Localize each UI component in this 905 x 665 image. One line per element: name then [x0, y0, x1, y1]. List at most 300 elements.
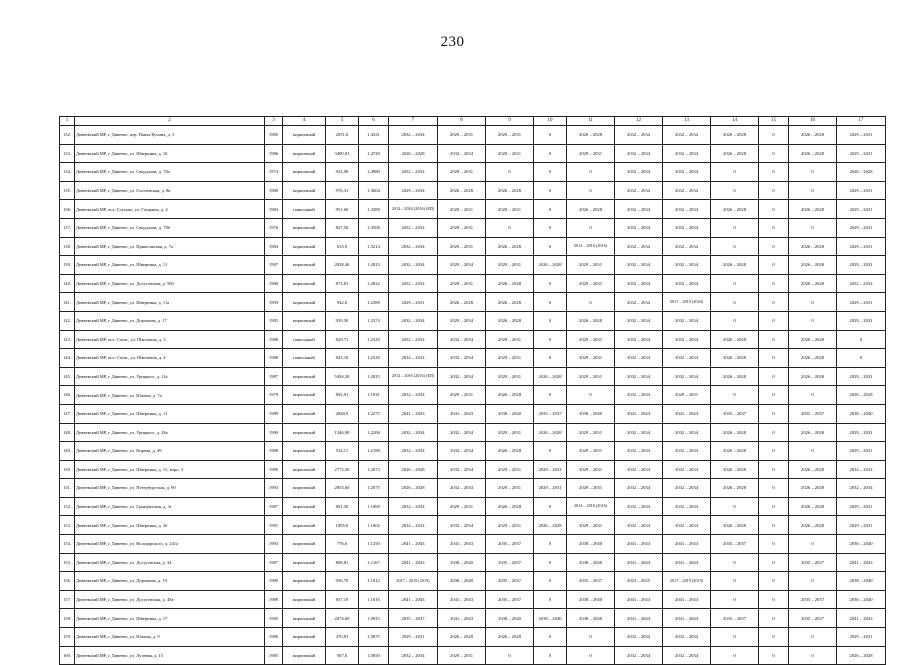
table-cell: 2041 – 2043 — [663, 404, 711, 423]
table-cell: 2032 – 2034 — [663, 516, 711, 535]
table-cell: 2026 – 2028 — [837, 386, 886, 405]
column-header: 6 — [359, 117, 389, 126]
table-cell: 2032 – 2034 — [615, 144, 663, 163]
table-cell: 0 — [759, 349, 789, 368]
table-row — [60, 497, 886, 516]
table-cell: 2032 – 2034 — [389, 497, 438, 516]
table-row — [60, 516, 886, 535]
table-cell: 2038 – 2040 — [567, 590, 615, 609]
table-cell: 0 — [789, 218, 837, 237]
table-cell: 0 — [759, 386, 789, 405]
address-cell: Дивеевский МР, г. Дивеево, ул. Урицкого, д. 38а — [75, 423, 265, 442]
data-table — [59, 116, 886, 665]
address-cell: Дивеевский МР, г. Дивеево, ул. Досуговская, д. 34 — [75, 553, 265, 572]
table-cell: 151. — [60, 479, 75, 498]
table-cell: 1.1250 — [359, 535, 389, 554]
table-cell: 2038 – 2040 — [567, 609, 615, 628]
table-cell: 2026 – 2028 — [711, 330, 759, 349]
table-cell: 0 — [567, 218, 615, 237]
address-cell: Дивеевский МР, г. Дивеево, ул. Кирова, д. 49 — [75, 442, 265, 461]
table-cell: 2032 – 2034 — [615, 646, 663, 665]
table-cell: 2032 – 2034 — [615, 126, 663, 145]
table-cell: 0 — [759, 218, 789, 237]
address-cell: Дивеевский МР, г. Дивеево, ул. Дорожная, д. 19 — [75, 572, 265, 591]
table-cell: 2032 – 2034 — [615, 349, 663, 368]
table-cell: 2041 – 2043 — [438, 535, 486, 554]
table-cell: 2026 – 2028 — [567, 200, 615, 219]
table-cell: 2032 – 2034 — [615, 386, 663, 405]
table-cell: 2026 – 2028 — [789, 497, 837, 516]
table-cell: 0 — [789, 535, 837, 554]
table-cell: 0 — [711, 163, 759, 182]
page-number: 230 — [440, 34, 465, 50]
table-cell: 137. — [60, 218, 75, 237]
table-cell: 1.4720 — [359, 144, 389, 163]
table-cell: 0 — [789, 293, 837, 312]
table-cell: 2035 – 2037 — [567, 572, 615, 591]
table-cell: 2032 – 2034 — [615, 311, 663, 330]
address-cell: Дивеевский МР, г. Дивеево, ул. Дорожная, д. 17 — [75, 311, 265, 330]
table-cell: 2029 – 2031 — [438, 218, 486, 237]
table-cell: 2026 – 2028 — [534, 516, 567, 535]
address-cell: Дивеевский МР, г. Дивеево, ул. Шверника, д. 15, корп. 3 — [75, 460, 265, 479]
address-cell: Дивеевский МР, г. Дивеево, ул. Урицкого, д. 11а — [75, 367, 265, 386]
table-cell: 2038 – 2040 — [837, 535, 886, 554]
column-header: 7 — [389, 117, 438, 126]
table-cell: 0 — [534, 572, 567, 591]
table-cell: 0 — [837, 349, 886, 368]
table-cell: 1986 — [265, 628, 283, 647]
table-cell: 160. — [60, 646, 75, 665]
table-cell: 2032 – 2034 — [389, 256, 438, 275]
table-cell: 2035 – 2037 — [789, 404, 837, 423]
table-row — [60, 237, 886, 256]
address-cell: Дивеевский МР, г. Дивеево, ул. Лучевая, д. 15 — [75, 646, 265, 665]
address-cell: Дивеевский МР, г. Дивеево, ул. Шверника, д. 17 — [75, 609, 265, 628]
table-cell: 2041 – 2043 — [389, 553, 438, 572]
table-cell: 2026 – 2028 — [789, 256, 837, 275]
address-cell: Дивеевский МР, пос. Глухово, ул. Гагарина, д. 4 — [75, 200, 265, 219]
table-cell: 0 — [711, 274, 759, 293]
table-cell: 1980 — [265, 274, 283, 293]
table-cell: 2032 – 2034 — [389, 311, 438, 330]
table-cell: 2029 – 2031 — [567, 144, 615, 163]
table-cell: 2026 – 2028 — [789, 479, 837, 498]
table-cell: 0 — [759, 479, 789, 498]
table-cell: 0 — [534, 237, 567, 256]
table-cell: 1.2188 — [359, 442, 389, 461]
table-row — [60, 646, 886, 665]
table-cell: 2038 – 2040 — [567, 404, 615, 423]
table-cell: 2032 – 2034 — [438, 330, 486, 349]
table-cell: 0 — [534, 590, 567, 609]
table-cell: 0 — [711, 628, 759, 647]
table-cell: 2029 – 2031 — [567, 479, 615, 498]
table-cell: 2029 – 2031 — [438, 126, 486, 145]
table-cell: 0 — [486, 646, 534, 665]
table-cell: 1985 — [265, 126, 283, 145]
table-cell: 2032 – 2034 — [615, 423, 663, 442]
table-cell: 2026 – 2028 — [438, 628, 486, 647]
table-cell: 0 — [759, 163, 789, 182]
table-cell: 1989 — [265, 404, 283, 423]
table-cell: 2032 – 2034 — [438, 516, 486, 535]
table-row — [60, 163, 886, 182]
table-cell: 2035 – 2037 — [486, 572, 534, 591]
table-cell: 0 — [534, 442, 567, 461]
table-row — [60, 628, 886, 647]
table-cell: 2029 – 2031 — [486, 126, 534, 145]
table-cell: кирпичный — [283, 144, 326, 163]
table-cell: 0 — [759, 516, 789, 535]
table-cell: 132. — [60, 126, 75, 145]
table-cell: 2017 – 2019 (2019) — [389, 572, 438, 591]
table-cell: 2029 – 2031 — [837, 423, 886, 442]
table-cell: 2035 – 2037 — [711, 404, 759, 423]
table-cell: 138. — [60, 237, 75, 256]
table-cell: 2032 – 2034 — [663, 367, 711, 386]
table-body — [60, 126, 886, 665]
table-cell: 776,6 — [326, 535, 359, 554]
table-cell: 2032 – 2034 — [663, 256, 711, 275]
table-cell: 2032 – 2034 — [615, 218, 663, 237]
table-cell: 2840,0 — [326, 404, 359, 423]
table-cell: 1.2206 — [359, 423, 389, 442]
address-cell: Дивеевский МР, г. Дивеево, ул. Шверника, д. 10 — [75, 144, 265, 163]
table-cell: 691,30 — [326, 497, 359, 516]
table-cell: 2032 – 2034 — [663, 181, 711, 200]
table-cell: 1990 — [265, 423, 283, 442]
table-cell: 829,71 — [326, 330, 359, 349]
table-cell: 2029 – 2031 — [438, 200, 486, 219]
table-cell: 2041 – 2043 — [615, 535, 663, 554]
table-cell: 0 — [759, 237, 789, 256]
table-cell: 2017 – 2019 (2020) — [663, 293, 711, 312]
table-row — [60, 386, 886, 405]
table-cell: 2014 – 2016 (2016) — [567, 497, 615, 516]
table-cell: 2032 – 2034 — [663, 144, 711, 163]
table-cell: 2026 – 2028 — [486, 442, 534, 461]
table-cell: 2026 – 2028 — [389, 479, 438, 498]
table-cell: 145. — [60, 367, 75, 386]
table-cell: 2032 – 2034 — [837, 460, 886, 479]
table-cell: 2853,60 — [326, 479, 359, 498]
table-cell: 0 — [711, 572, 759, 591]
table-cell: 1974 — [265, 163, 283, 182]
table-cell: 2051,0 — [326, 126, 359, 145]
table-cell: 2032 – 2034 — [837, 479, 886, 498]
table-cell: 2026 – 2028 — [567, 126, 615, 145]
table-cell: 1.2075 — [359, 479, 389, 498]
address-cell: Дивеевский МР, пос. Сатис, ул. Школьная, д. 3 — [75, 330, 265, 349]
table-cell: 2026 – 2028 — [567, 311, 615, 330]
table-cell: 0 — [534, 646, 567, 665]
table-cell: 155. — [60, 553, 75, 572]
table-cell: кирпичный — [283, 553, 326, 572]
table-cell: 0 — [759, 572, 789, 591]
table-cell: 2029 – 2031 — [837, 442, 886, 461]
table-cell: 133. — [60, 144, 75, 163]
table-cell: 2032 – 2034 — [663, 423, 711, 442]
address-cell: Дивеевский МР, г. Дивеево, ул. Досуговская, д. 48а — [75, 590, 265, 609]
address-cell: Дивеевский МР, г. Дивеево, ул. Досуговская, д. 50б — [75, 274, 265, 293]
table-row — [60, 442, 886, 461]
table-cell: 2026 – 2028 — [789, 367, 837, 386]
table-cell: 2029 – 2031 — [567, 367, 615, 386]
table-cell: 2038 – 2040 — [837, 404, 886, 423]
table-cell: 2029 – 2031 — [486, 144, 534, 163]
table-cell: 0 — [567, 646, 615, 665]
table-cell: 2032 – 2034 — [438, 442, 486, 461]
table-cell: 0 — [567, 628, 615, 647]
table-cell: 0 — [759, 200, 789, 219]
table-cell: 142. — [60, 311, 75, 330]
table-row — [60, 479, 886, 498]
table-cell: 2029 – 2031 — [438, 646, 486, 665]
address-cell: Дивеевский МР, г. Дивеево, ул. Шверника, д. 2б — [75, 516, 265, 535]
table-cell: кирпичный — [283, 237, 326, 256]
table-cell: 1988 — [265, 349, 283, 368]
table-cell: 2032 – 2034 — [663, 479, 711, 498]
table-cell: 0 — [837, 330, 886, 349]
table-cell: 2032 – 2034 — [438, 423, 486, 442]
address-cell: Дивеевский МР, г. Дивеево, ул. Свердлова, д. 78б — [75, 218, 265, 237]
address-cell: Дивеевский МР, г. Дивеево, ул. Шверника, д. 13 — [75, 404, 265, 423]
table-cell: 2026 – 2028 — [389, 144, 438, 163]
column-header: 17 — [837, 117, 886, 126]
table-cell: 1987 — [265, 497, 283, 516]
table-row — [60, 144, 886, 163]
table-cell: 2029 – 2031 — [389, 628, 438, 647]
table-cell: кирпичный — [283, 386, 326, 405]
table-cell: 3490,01 — [326, 144, 359, 163]
address-cell: Дивеевский МР, г. Дивеево, ул. Южная, д. 7а — [75, 386, 265, 405]
table-cell: 534,11 — [326, 442, 359, 461]
table-cell: 2029 – 2031 — [438, 237, 486, 256]
table-cell: 1987 — [265, 553, 283, 572]
table-row — [60, 200, 886, 219]
table-cell: 2032 – 2034 — [663, 460, 711, 479]
table-cell: 2032 – 2034 — [389, 349, 438, 368]
table-cell: 2041 – 2043 — [389, 535, 438, 554]
table-cell: 2014 – 2016 (2016) (БП) — [389, 200, 438, 219]
table-cell: 2035 – 2037 — [486, 553, 534, 572]
table-cell: 2032 – 2034 — [663, 497, 711, 516]
table-cell: 2026 – 2028 — [789, 330, 837, 349]
table-cell: 2029 – 2031 — [486, 349, 534, 368]
table-cell: 2032 – 2034 — [389, 516, 438, 535]
table-cell: 2026 – 2028 — [789, 144, 837, 163]
table-cell: 2026 – 2028 — [789, 460, 837, 479]
table-row — [60, 349, 886, 368]
table-cell: 2029 – 2031 — [534, 479, 567, 498]
table-cell: 2026 – 2028 — [711, 423, 759, 442]
table-cell: 2026 – 2028 — [534, 423, 567, 442]
table-cell: 2026 – 2028 — [837, 163, 886, 182]
table-cell: 0 — [789, 628, 837, 647]
table-cell: 2026 – 2028 — [486, 497, 534, 516]
table-cell: 2032 – 2034 — [615, 274, 663, 293]
table-cell: 2038 – 2040 — [837, 572, 886, 591]
table-cell: 2041 – 2043 — [438, 609, 486, 628]
table-cell: 1.2275 — [359, 404, 389, 423]
table-cell: 0 — [759, 646, 789, 665]
table-cell: 1985 — [265, 311, 283, 330]
table-cell: 2029 – 2031 — [837, 144, 886, 163]
table-cell: кирпичный — [283, 442, 326, 461]
table-cell: 0 — [711, 553, 759, 572]
table-cell: 873,81 — [326, 274, 359, 293]
table-row — [60, 181, 886, 200]
table-cell: 1.2822 — [359, 274, 389, 293]
table-cell: 2026 – 2028 — [711, 367, 759, 386]
table-cell: кирпичный — [283, 590, 326, 609]
table-row — [60, 311, 886, 330]
table-cell: 2029 – 2031 — [438, 497, 486, 516]
table-cell: 2032 – 2034 — [615, 367, 663, 386]
table-cell: 2032 – 2034 — [615, 163, 663, 182]
table-row — [60, 572, 886, 591]
table-cell: 0 — [534, 218, 567, 237]
table-cell: 2014 – 2016 (2016) — [567, 237, 615, 256]
table-cell: 2026 – 2028 — [534, 256, 567, 275]
table-cell: 2029 – 2031 — [837, 256, 886, 275]
address-cell: Дивеевский МР, г. Дивеево, ул. Петербургская, д. 90 — [75, 479, 265, 498]
table-cell: 2041 – 2043 — [663, 553, 711, 572]
table-cell: 2017 – 2019 (2019) — [663, 572, 711, 591]
table-cell: 2029 – 2031 — [837, 628, 886, 647]
table-cell: 2038 – 2040 — [567, 535, 615, 554]
table-cell: 0 — [759, 181, 789, 200]
table-cell: 1.4331 — [359, 126, 389, 145]
table-cell: 2041 – 2043 — [438, 590, 486, 609]
table-cell: 2035 – 2037 — [789, 553, 837, 572]
table-cell: 2035 – 2037 — [789, 609, 837, 628]
table-cell: 2026 – 2028 — [534, 367, 567, 386]
table-cell: 2041 – 2043 — [438, 404, 486, 423]
table-cell: 0 — [759, 553, 789, 572]
table-cell: 2029 – 2031 — [837, 367, 886, 386]
table-cell: 150. — [60, 460, 75, 479]
table-cell: 2026 – 2028 — [789, 516, 837, 535]
table-cell: 1986 — [265, 144, 283, 163]
table-cell: 0 — [534, 274, 567, 293]
table-cell: 2026 – 2028 — [486, 628, 534, 647]
table-cell: кирпичный — [283, 609, 326, 628]
column-header: 14 — [711, 117, 759, 126]
table-cell: 149. — [60, 442, 75, 461]
table-cell: 2026 – 2028 — [711, 349, 759, 368]
table-cell: 2032 – 2034 — [615, 237, 663, 256]
table-cell: 923,90 — [326, 163, 359, 182]
table-cell: 2032 – 2034 — [663, 200, 711, 219]
table-cell: 2029 – 2031 — [567, 442, 615, 461]
table-cell: 1990 — [265, 460, 283, 479]
table-cell: 0 — [534, 163, 567, 182]
table-cell: 2029 – 2031 — [837, 497, 886, 516]
table-cell: 2026 – 2028 — [789, 200, 837, 219]
table-cell: 2041 – 2043 — [663, 609, 711, 628]
table-cell: 154. — [60, 535, 75, 554]
table-cell: 1.3604 — [359, 181, 389, 200]
table-cell: 2029 – 2031 — [567, 349, 615, 368]
column-header: 12 — [615, 117, 663, 126]
table-cell: 2029 – 2031 — [567, 274, 615, 293]
table-cell: 2029 – 2031 — [837, 293, 886, 312]
table-cell: 2041 – 2043 — [663, 590, 711, 609]
table-cell: кирпичный — [283, 497, 326, 516]
table-cell: 0 — [759, 126, 789, 145]
address-cell: Дивеевский МР, г. Дивеево, пер. Павла Кучина, д. 3 — [75, 126, 265, 145]
table-cell: 2032 – 2034 — [389, 218, 438, 237]
table-cell: 2041 – 2043 — [615, 404, 663, 423]
table-cell: 2026 – 2028 — [389, 460, 438, 479]
table-cell: 2029 – 2031 — [567, 423, 615, 442]
table-cell: 2032 – 2034 — [663, 646, 711, 665]
table-row — [60, 367, 886, 386]
table-cell: 2026 – 2028 — [837, 646, 886, 665]
table-cell: 2035 – 2037 — [789, 590, 837, 609]
table-cell: 2029 – 2031 — [837, 126, 886, 145]
table-cell: 1.3214 — [359, 237, 389, 256]
address-cell: Дивеевский МР, г. Дивеево, ул. Приволжская, д. 7а — [75, 237, 265, 256]
table-cell: 2032 – 2034 — [389, 442, 438, 461]
table-cell: 2032 – 2034 — [615, 293, 663, 312]
table-cell: 2029 – 2034 — [389, 181, 438, 200]
table-cell: 2026 – 2028 — [711, 516, 759, 535]
table-cell: 2029 – 2031 — [486, 200, 534, 219]
table-cell: 2032 – 2034 — [389, 646, 438, 665]
table-cell: 2029 – 2031 — [438, 274, 486, 293]
table-cell: 2029 – 2031 — [486, 330, 534, 349]
column-header: 1 — [60, 117, 75, 126]
table-cell: 2026 – 2028 — [789, 349, 837, 368]
table-cell: 2038 – 2040 — [837, 590, 886, 609]
table-cell: 0 — [759, 590, 789, 609]
table-cell: 0 — [534, 311, 567, 330]
table-cell: 2032 – 2034 — [663, 628, 711, 647]
table-cell: 2032 – 2034 — [615, 497, 663, 516]
table-cell: 0 — [711, 181, 759, 200]
table-cell: 0 — [789, 386, 837, 405]
table-cell: 470,81 — [326, 628, 359, 647]
table-cell: 152. — [60, 497, 75, 516]
table-cell: 0 — [759, 311, 789, 330]
table-cell: 0 — [534, 293, 567, 312]
table-cell: 2026 – 2028 — [486, 311, 534, 330]
table-cell: 2041 – 2043 — [615, 590, 663, 609]
table-cell: 0 — [567, 386, 615, 405]
table-cell: 0 — [711, 590, 759, 609]
table-cell: 857,10 — [326, 590, 359, 609]
table-cell: 2023 – 2025 — [615, 572, 663, 591]
table-cell: 0 — [711, 311, 759, 330]
table-cell: 135. — [60, 181, 75, 200]
table-cell: 2032 – 2034 — [389, 386, 438, 405]
table-cell: 1.1869 — [359, 497, 389, 516]
table-cell: 942,0 — [326, 293, 359, 312]
table-cell: 2032 – 2034 — [438, 144, 486, 163]
table-cell: 0 — [759, 256, 789, 275]
table-cell: 2032 – 2034 — [615, 516, 663, 535]
table-row — [60, 460, 886, 479]
table-cell: 2041 – 2043 — [615, 553, 663, 572]
table-cell: 2032 – 2034 — [663, 349, 711, 368]
table-cell: 1.1167 — [359, 553, 389, 572]
table-cell: 2029 – 2031 — [438, 163, 486, 182]
table-cell: 2035 – 2037 — [486, 590, 534, 609]
table-cell: кирпичный — [283, 293, 326, 312]
